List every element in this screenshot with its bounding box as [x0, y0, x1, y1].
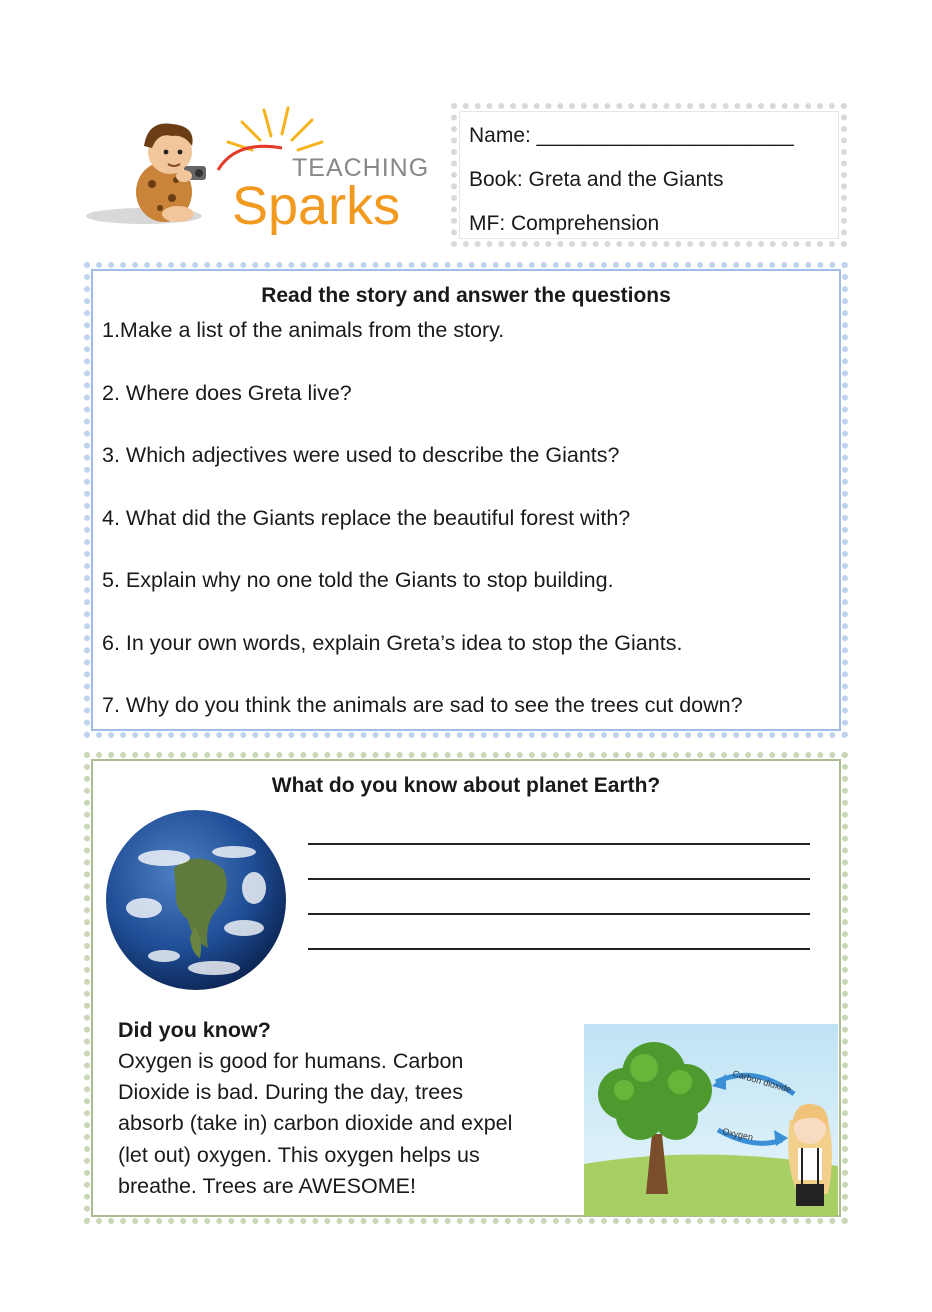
- logo-graphic: [86, 100, 436, 250]
- question-1: 1.Make a list of the animals from the story.: [102, 318, 505, 342]
- earth-box: [84, 752, 848, 1224]
- logo-text-sparks: Sparks: [232, 176, 401, 236]
- answer-line-2[interactable]: [308, 878, 810, 880]
- question-2: 2. Where does Greta live?: [102, 381, 352, 405]
- name-field-label[interactable]: Name: ______________________: [469, 124, 794, 147]
- student-info-box: [451, 103, 847, 247]
- did-you-know-line-2: Dioxide is bad. During the day, trees: [118, 1080, 463, 1104]
- logo-text-teaching: TEACHING: [292, 154, 430, 182]
- earth-title: What do you know about planet Earth?: [271, 774, 661, 797]
- question-6: 6. In your own words, explain Greta’s idea to stop the Giants.: [102, 631, 683, 655]
- answer-line-3[interactable]: [308, 913, 810, 915]
- question-5: 5. Explain why no one told the Giants to stop building.: [102, 568, 614, 592]
- carbon-dioxide-label: Carbon dioxide: [731, 1068, 793, 1095]
- mf-label: MF: Comprehension: [469, 212, 660, 235]
- earth-globe-image: [104, 808, 288, 992]
- questions-box: [84, 262, 848, 738]
- did-you-know-line-3: absorb (take in) carbon dioxide and expel: [118, 1111, 513, 1135]
- question-3: 3. Which adjectives were used to describe the Giants?: [102, 443, 620, 467]
- answer-line-4[interactable]: [308, 948, 810, 950]
- did-you-know-line-4: (let out) oxygen. This oxygen helps us: [118, 1143, 480, 1167]
- book-label: Book: Greta and the Giants: [469, 168, 724, 191]
- oxygen-label: Oxygen: [721, 1126, 755, 1143]
- answer-line-1[interactable]: [308, 843, 810, 845]
- questions-title: Read the story and answer the questions: [261, 284, 671, 307]
- tree-oxygen-diagram: [584, 1024, 838, 1216]
- question-4: 4. What did the Giants replace the beautiful forest with?: [102, 506, 631, 530]
- did-you-know-line-5: breathe. Trees are AWESOME!: [118, 1174, 416, 1198]
- did-you-know-title: Did you know?: [118, 1018, 271, 1042]
- question-7: 7. Why do you think the animals are sad to see the trees cut down?: [102, 693, 743, 717]
- teaching-sparks-logo: [86, 100, 436, 250]
- did-you-know-line-1: Oxygen is good for humans. Carbon: [118, 1049, 464, 1073]
